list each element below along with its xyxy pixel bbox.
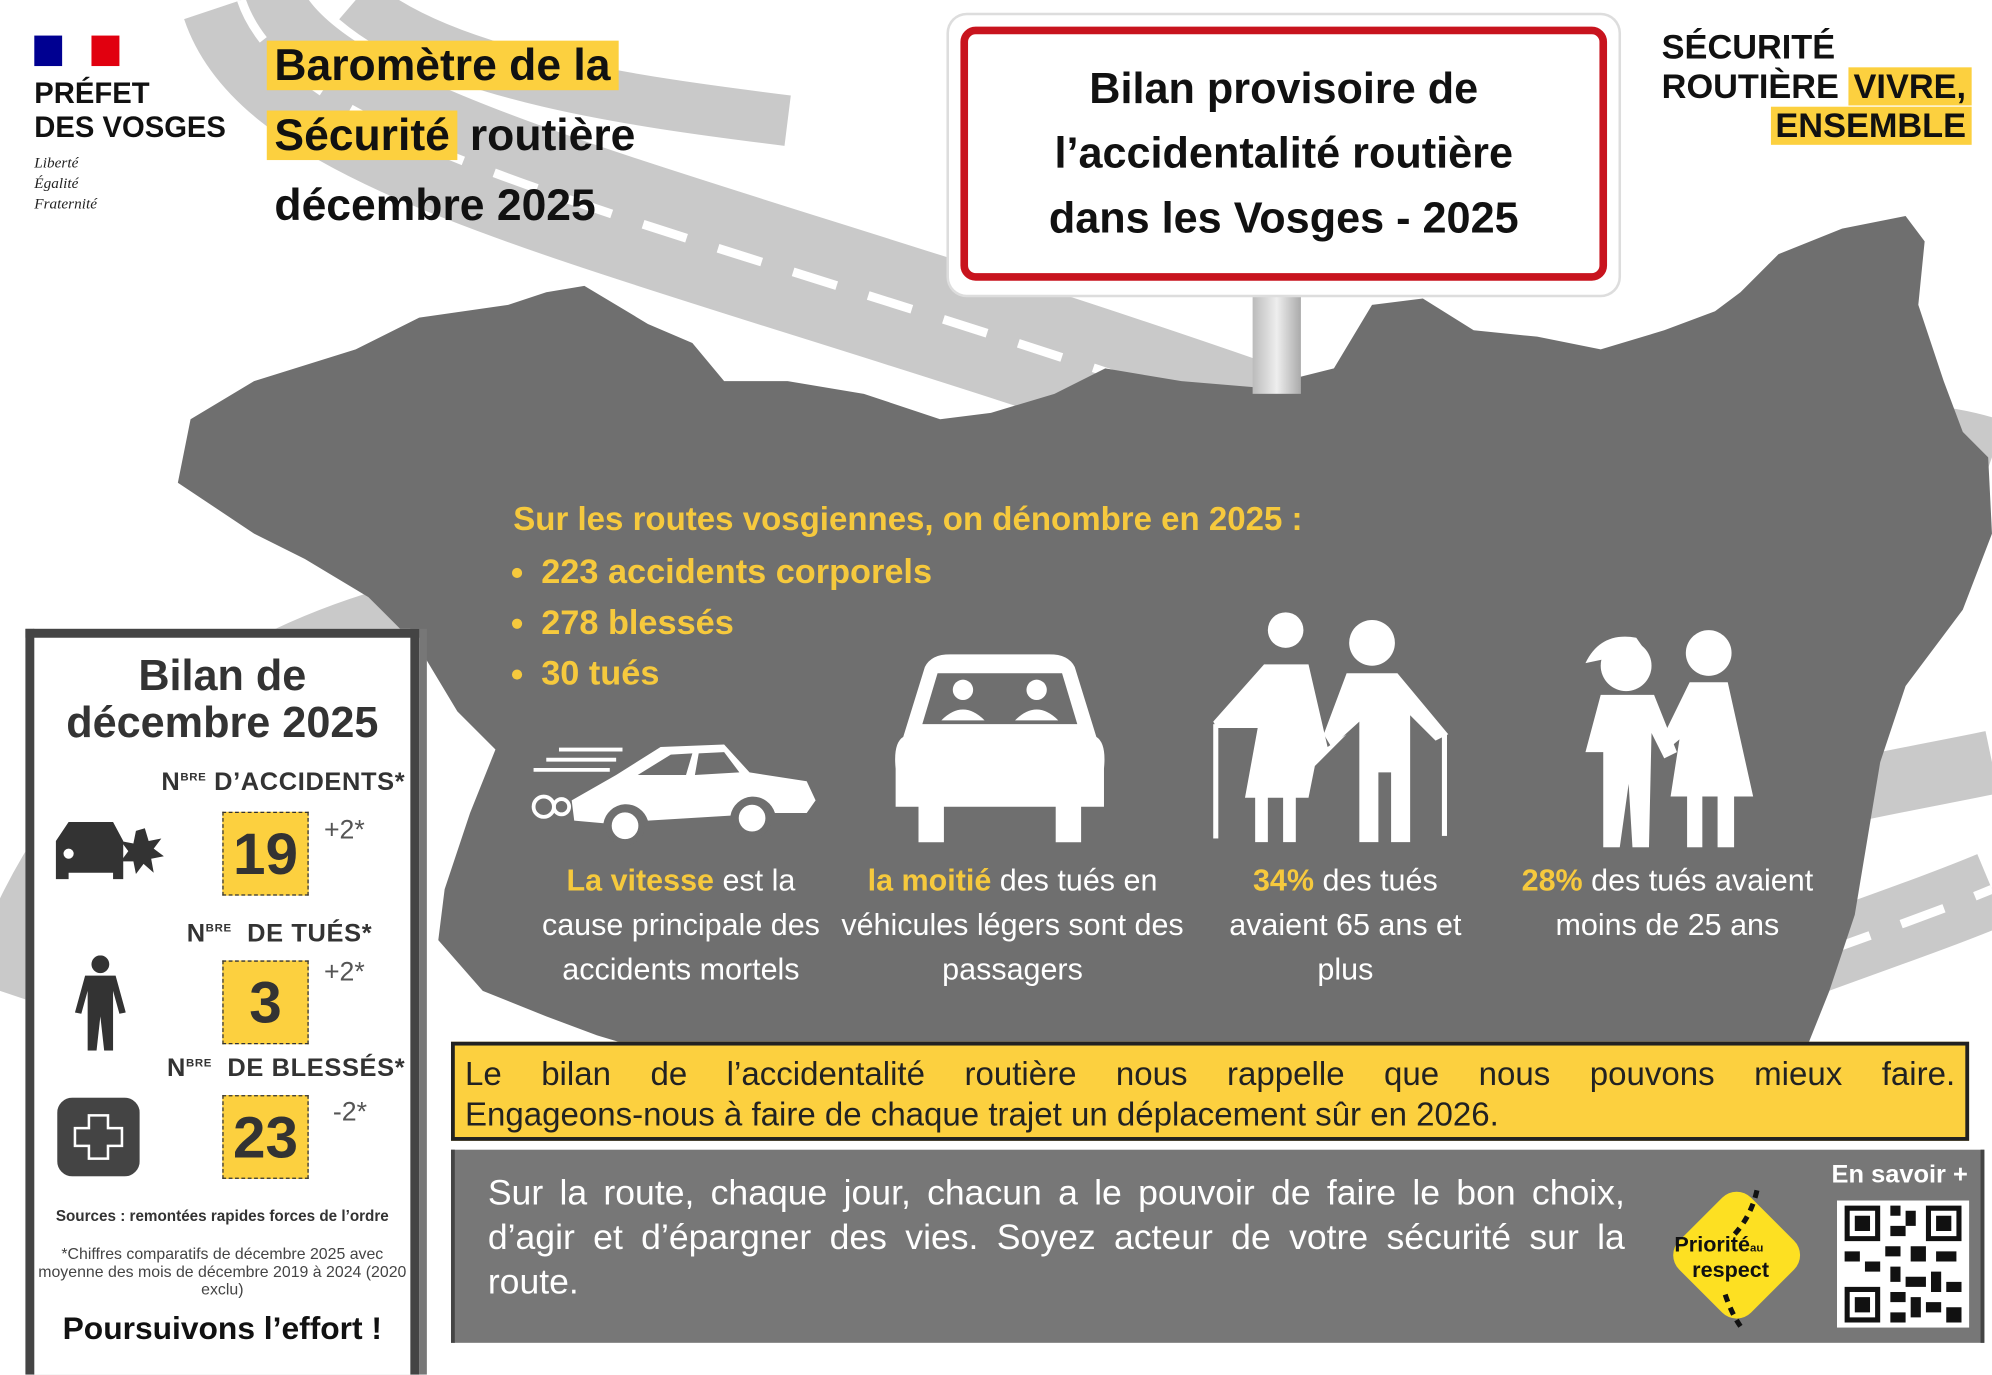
summary-item: • 278 blessés [541, 597, 1302, 648]
fact-text: des tués en véhicules légers sont des passagers [841, 863, 1184, 988]
stat-delta-accidents: +2* [323, 815, 365, 845]
qr-code[interactable] [1837, 1201, 1969, 1328]
summary-item: • 223 accidents corporels [541, 546, 1302, 597]
fact-highlight: La vitesse [566, 863, 714, 899]
banner-line1: Le bilan de l’accidentalité routière nous rappelle que nous pouvons mieux faire. [464, 1054, 1956, 1093]
sign-post [1253, 295, 1301, 394]
sr-line1: SÉCURITÉ [1661, 27, 1836, 67]
summary-intro: Sur les routes vosgiennes, on dénombre en 2025 : [513, 499, 1303, 538]
sign-line1: Bilan provisoire de [1089, 64, 1479, 113]
fact-speed [534, 859, 829, 992]
prefet-line2: DES VOSGES [34, 110, 226, 144]
fact-highlight: 28% [1521, 863, 1583, 899]
prefecture-logo [34, 36, 226, 214]
stat-delta-killed: +2* [323, 957, 365, 988]
title-line2a: Sécurité [267, 111, 458, 161]
stat-value-killed: 3 [222, 960, 308, 1044]
page-title [267, 30, 636, 240]
devise-fraternite: Fraternité [34, 194, 97, 213]
first-aid-icon [57, 1098, 140, 1177]
stat-value-accidents: 19 [222, 812, 308, 896]
title-line1: Baromètre de la [267, 41, 618, 91]
stat-delta-injured: -2* [332, 1097, 367, 1127]
priorite-au-respect-logo: Prioritéau respect [1662, 1180, 1812, 1330]
car-passengers-icon [893, 654, 1106, 845]
securite-routiere-logo [1662, 28, 1971, 146]
stat-label-accidents: $N^{BRE}$ D’ACCIDENTS* [161, 768, 406, 797]
stat-label-injured: $N^{BRE}$ DE BLESSÉS* [166, 1054, 406, 1083]
speeding-car-icon [521, 737, 826, 845]
fact-highlight: la moitié [867, 863, 992, 899]
learn-more-label[interactable]: En savoir + [1831, 1161, 1968, 1190]
fact-young [1518, 859, 1817, 948]
panel-title-line1: Bilan de [138, 651, 307, 700]
fact-text: des tués avaient moins de 25 ans [1555, 863, 1814, 943]
sign-line2: l’accidentalité routière [1054, 128, 1513, 178]
sr-line2b: VIVRE, [1848, 67, 1971, 105]
prefet-line1: PRÉFET [34, 76, 150, 110]
fact-seniors [1201, 859, 1491, 992]
comparison-note: *Chiffres comparatifs de décembre 2025 avec moyenne des mois de décembre 2019 à 2024 (2020 exclu) [38, 1244, 407, 1299]
banner-line2: Engageons-nous à faire de chaque trajet un déplacement sûr en 2026. [464, 1095, 1499, 1134]
stat-value-injured: 23 [222, 1095, 308, 1179]
elderly-couple-icon [1207, 607, 1455, 842]
panel-title-line2: décembre 2025 [66, 698, 379, 747]
bottom-message: Sur la route, chaque jour, chacun a le pouvoir de faire le bon choix, d’agir et d’épargner des vies. Soyez acteur de votre sécurité sur la route. [487, 1172, 1625, 1301]
marianne-flag-icon [34, 36, 119, 66]
fact-text: des tués avaient 65 ans et plus [1229, 863, 1462, 988]
effort-slogan: Poursuivons l’effort ! [62, 1311, 383, 1347]
summary-item: • 30 tués [541, 648, 1302, 699]
fact-highlight: 34% [1252, 863, 1314, 899]
message-banner [451, 1042, 1969, 1141]
stat-label-killed: $N^{BRE}$ DE TUÉS* [186, 919, 373, 948]
car-crash-icon [50, 816, 164, 886]
person-icon [75, 955, 126, 1050]
sr-line3: ENSEMBLE [1770, 107, 1971, 145]
bottom-section [451, 1150, 1984, 1343]
fact-text: est la cause principale des accidents mortels [541, 863, 820, 988]
devise-egalite: Égalité [34, 174, 79, 192]
children-icon [1575, 625, 1759, 847]
sign-line3: dans les Vosges - 2025 [1048, 193, 1519, 243]
title-line2b: routière [457, 110, 636, 161]
devise-liberte: Liberté [34, 153, 79, 172]
sr-line2: ROUTIÈRE [1661, 67, 1839, 106]
fact-passengers [841, 859, 1184, 992]
monthly-panel [25, 629, 419, 1375]
road-sign [949, 15, 1619, 294]
title-line3: décembre 2025 [274, 180, 596, 230]
sources: Sources : remontées rapides forces de l’ordre [55, 1206, 389, 1225]
